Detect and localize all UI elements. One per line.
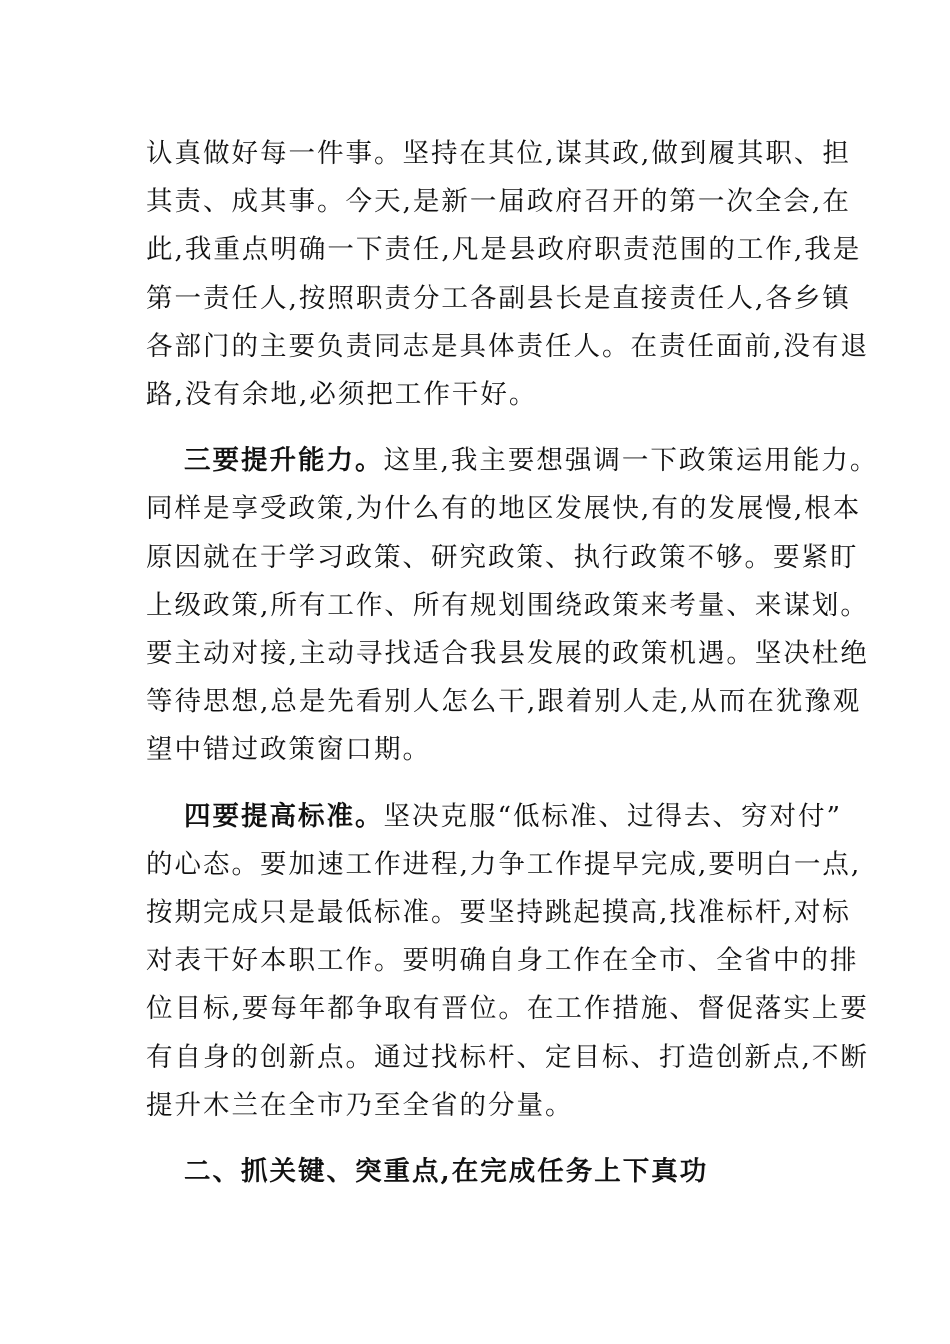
text-line: 的心态。要加速工作进程,力争工作提早完成,要明白一点, <box>146 848 862 880</box>
text-line: 望中错过政策窗口期。 <box>146 734 431 766</box>
text-line: 原因就在于学习政策、研究政策、执行政策不够。要紧盯 <box>146 541 859 573</box>
text-line: 位目标,要每年都争取有晋位。在工作措施、督促落实上要 <box>146 993 869 1025</box>
first-line <box>146 437 879 485</box>
text-line: 各部门的主要负责同志是具体责任人。在责任面前,没有退 <box>146 330 869 362</box>
text-line: 第一责任人,按照职责分工各副县长是直接责任人,各乡镇 <box>146 282 851 314</box>
paragraph-responsibility <box>146 130 869 419</box>
text-line: 要主动对接,主动寻找适合我县发展的政策机遇。坚决杜绝 <box>146 638 869 670</box>
first-line <box>146 793 843 841</box>
text-line: 等待思想,总是先看别人怎么干,跟着别人走,从而在犹豫观 <box>146 686 862 718</box>
paragraph-standard <box>146 793 869 1130</box>
section-heading: 二、抓关键、突重点,在完成任务上下真功 <box>184 1156 709 1188</box>
text-line: 对表干好本职工作。要明确自身工作在全市、全省中的排 <box>146 945 859 977</box>
paragraph-lead: 四要提高标准。 <box>184 800 384 832</box>
text-line: 同样是享受政策,为什么有的地区发展快,有的发展慢,根本 <box>146 493 862 525</box>
paragraph-lead: 三要提升能力。 <box>184 445 384 477</box>
document-page <box>146 130 879 1196</box>
text-line: 提升木兰在全市乃至全省的分量。 <box>146 1089 574 1121</box>
text-line: 其责、成其事。今天,是新一届政府召开的第一次全会,在 <box>146 186 851 218</box>
paragraph-ability <box>146 437 879 774</box>
text-line: 有自身的创新点。通过找标杆、定目标、打造创新点,不断 <box>146 1041 869 1073</box>
text-line: 此,我重点明确一下责任,凡是县政府职责范围的工作,我是 <box>146 234 862 266</box>
text-line: 路,没有余地,必须把工作干好。 <box>146 379 538 411</box>
text-line: 按期完成只是最低标准。要坚持跳起摸高,找准标杆,对标 <box>146 897 851 929</box>
text-line: 认真做好每一件事。坚持在其位,谋其政,做到履其职、担 <box>146 138 851 169</box>
first-line-text: 坚决克服“低标准、过得去、穷对付” <box>383 800 843 832</box>
text-line: 上级政策,所有工作、所有规划围绕政策来考量、来谋划。 <box>146 589 869 621</box>
first-line-text: 这里,我主要想强调一下政策运用能力。 <box>383 445 879 477</box>
